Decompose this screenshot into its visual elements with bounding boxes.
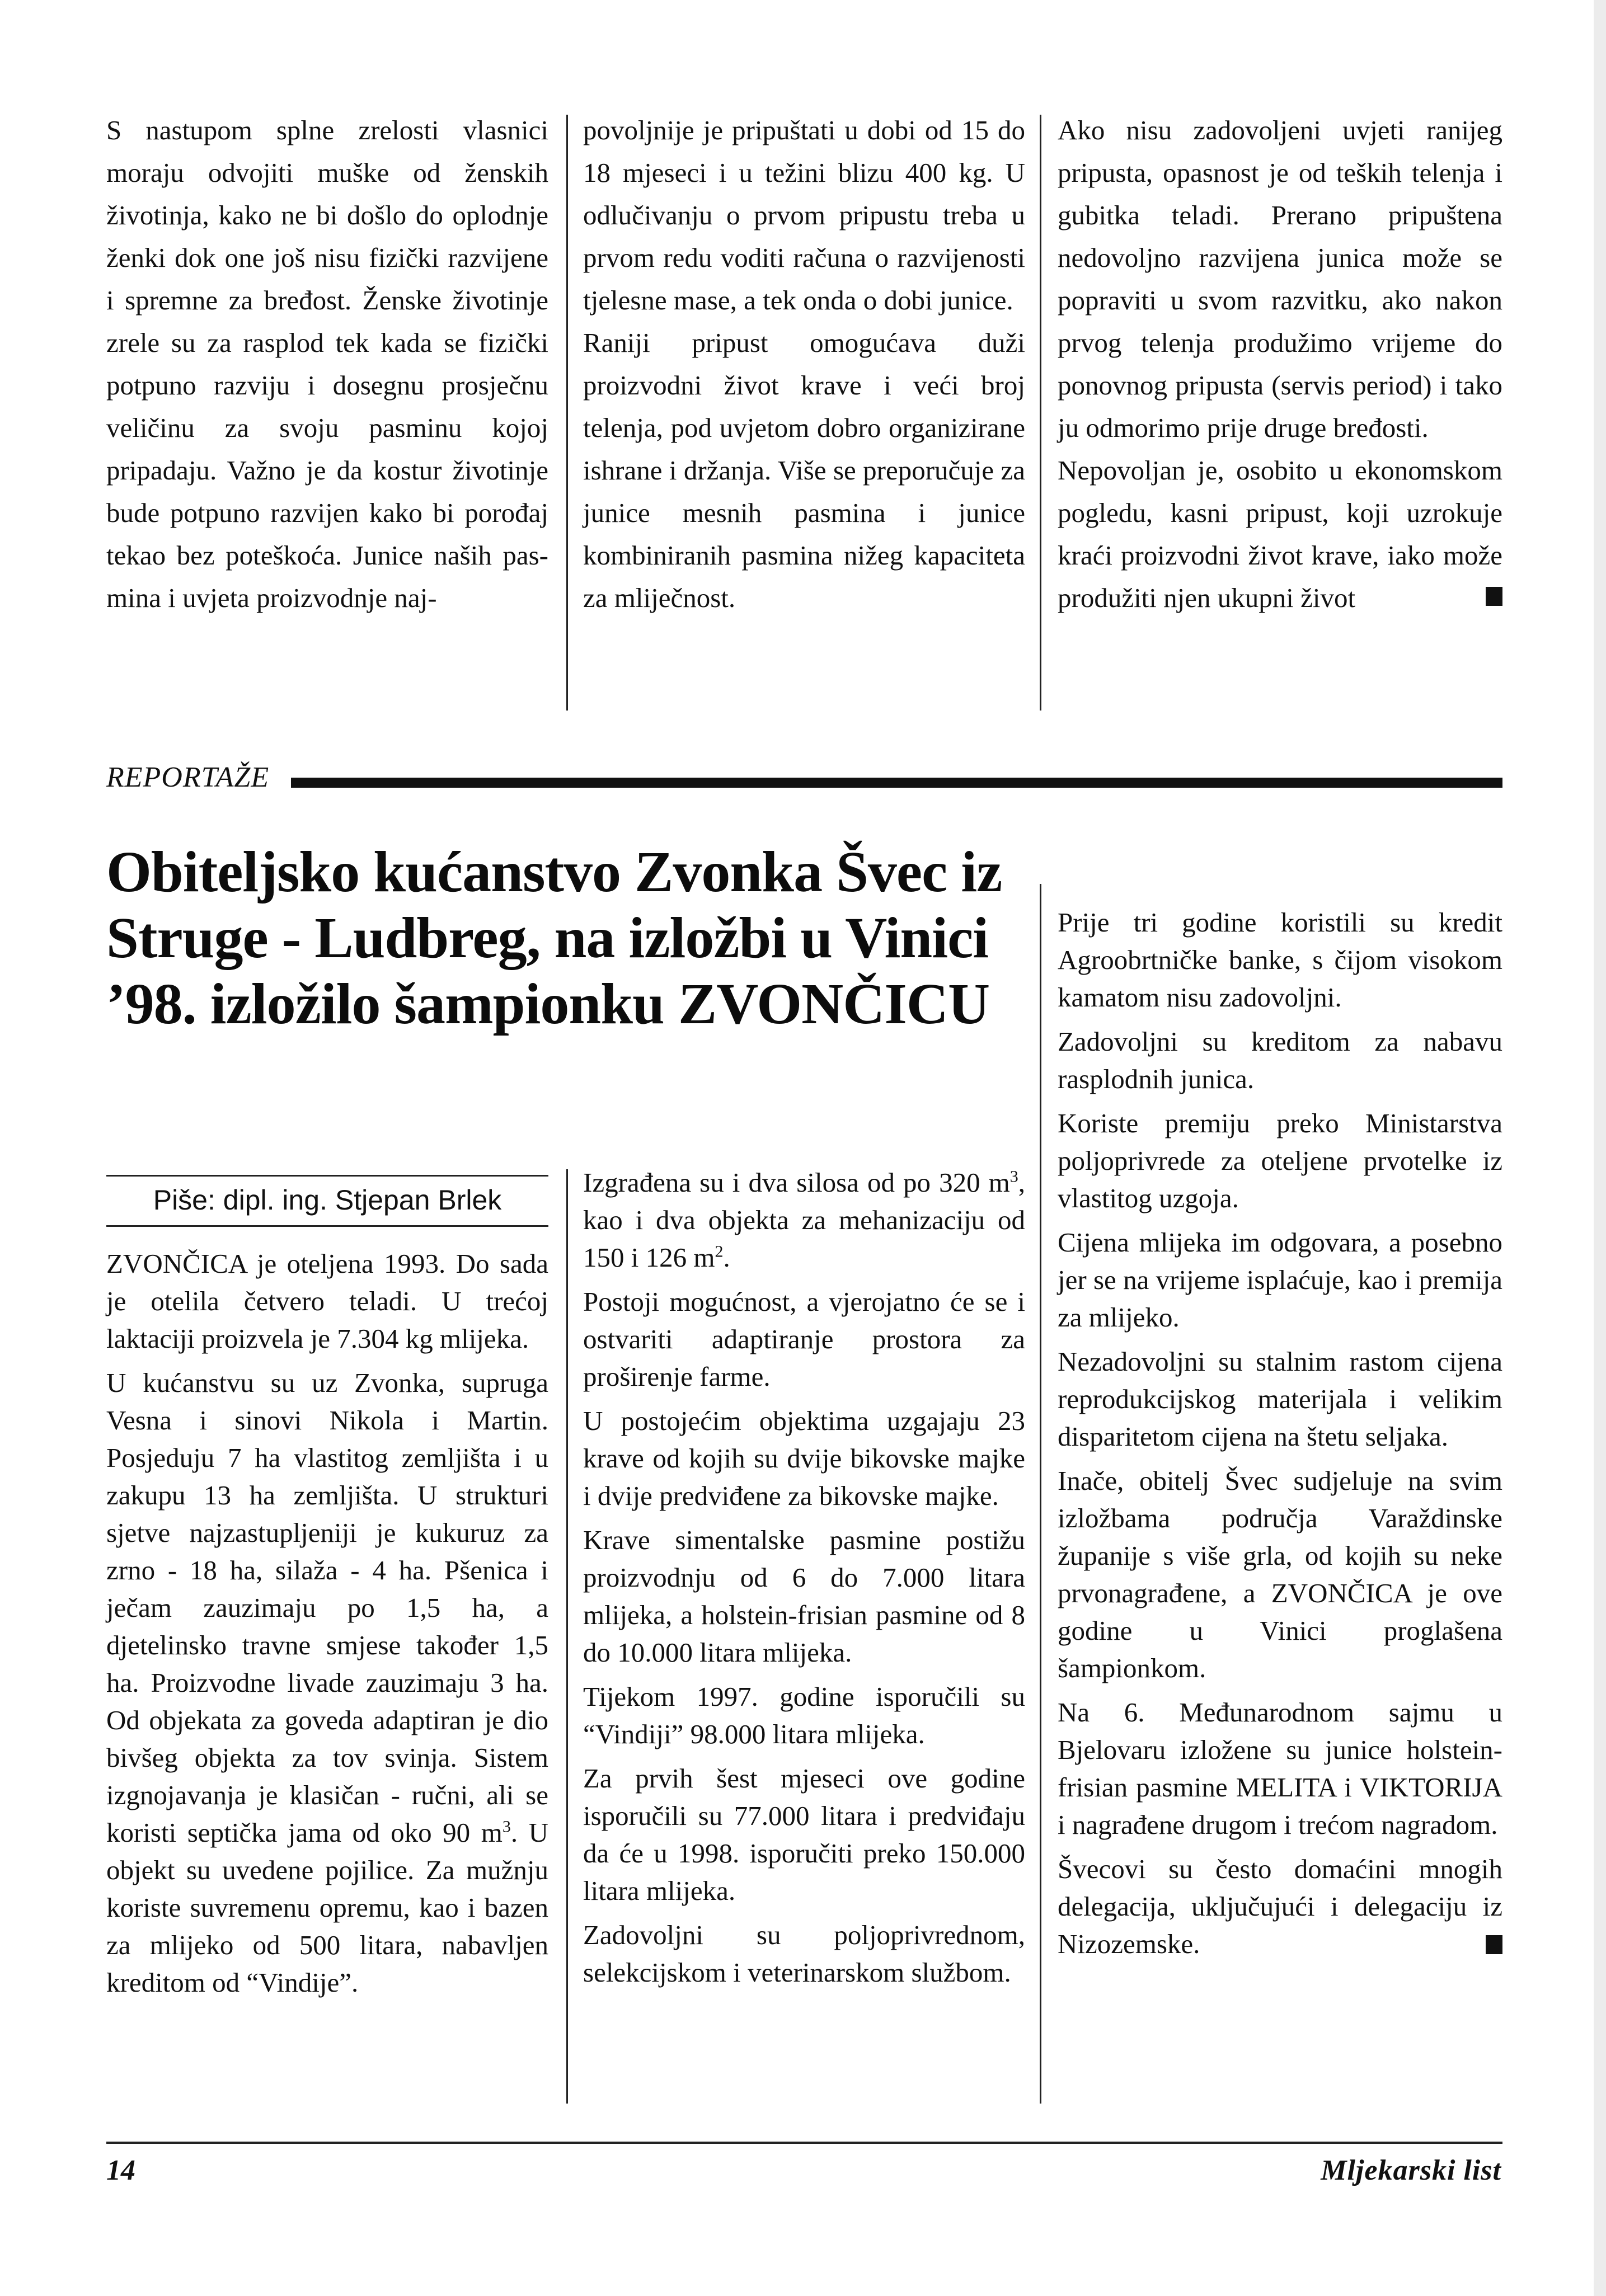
article-text: .	[723, 1242, 730, 1273]
article-paragraph: Na 6. Međunarodnom sajmu u Bjelovaru izložene su junice holstein-frisian pasmine MELITA i VIKTORIJA i nagrađene drugom i trećom nagradom.	[1058, 1697, 1502, 1840]
article-paragraph: Zadovoljni su poljoprivrednom, selekcijskom i veterinarskom službom.	[583, 1919, 1025, 1988]
article-paragraph: ZVONČICA je oteljena 1993. Do sada je otelila četvero teladi. U trećoj laktaciji proizvela je 7.304 kg mlijeka.	[106, 1248, 548, 1354]
article-text: , kao i dva objekta za mehanizaciju od 150 i 126 m	[583, 1167, 1025, 1273]
article-paragraph: Cijena mlijeka im odgovara, a posebno jer se na vrijeme isplaćuje, kao i premija za mlijeko.	[1058, 1227, 1502, 1333]
article-paragraph	[1058, 1850, 1502, 1963]
article-paragraph: Inače, obitelj Švec sudjeluje na svim izložbama područja Varaždinske županije s više grla, od kojih su neke prvonagrađene, a ZVONČICA je ove godine u Vinici proglašena šampionkom.	[1058, 1465, 1502, 1683]
article-paragraph: Postoji mogućnost, a vjerojatno će se i ostvariti adaptiranje prostora za proširenje farme.	[583, 1286, 1025, 1392]
article-paragraph: Koriste premiju preko Ministarstva poljoprivrede za oteljene prvotelke iz vlastitog uzgoja.	[1058, 1108, 1502, 1213]
column-divider	[1040, 115, 1041, 711]
footer-rule	[106, 2142, 1502, 2144]
article-paragraph: Nezadovoljni su stalnim rastom cijena reprodukcijskog materijala i velikim disparitetom cijena na štetu seljaka.	[1058, 1346, 1502, 1452]
page-number: 14	[106, 2154, 135, 2186]
article-headline: Obiteljsko kućanstvo Zvonka Švec iz Struge - Ludbreg, na izložbi u Vinici ’98. izložilo šampionku ZVONČICU	[106, 840, 1002, 1036]
top-article-column-2	[583, 109, 1025, 619]
column-divider	[566, 115, 568, 711]
end-of-article-mark	[1486, 1935, 1502, 1954]
section-rule	[291, 778, 1502, 788]
section-label: REPORTAŽE	[106, 761, 270, 793]
article-paragraph: Tijekom 1997. godine isporučili su “Vindiji” 98.000 litara mlijeka.	[583, 1681, 1025, 1749]
article-closing-text: Švecovi su često domaćini mnogih delegacija, uključujući i delegaciju iz Nizozemske.	[1058, 1853, 1502, 1959]
top-article-col3-paragraph	[1058, 449, 1502, 619]
top-article-col2-paragraph: Raniji pripust omogućava duži proizvodni život krave i veći broj telenja, pod uvjetom dobro organizirane ishrane i držanja. Više se preporučuje za junice mesnih pasmina i junice kombiniranih pasmina nižeg kapaciteta za mliječnost.	[583, 327, 1025, 613]
superscript: 2	[715, 1242, 724, 1261]
top-article-col3-closing-text: Nepovoljan je, osobito u ekonomskom pogledu, kasni pripust, koji uzrokuje kraći proizvodni život krave, iako može produžiti njen ukupni život	[1058, 455, 1502, 613]
superscript: 3	[502, 1817, 511, 1836]
article-text: U kućanstvu su uz Zvonka, supruga Vesna i sinovi Nikola i Martin. Posjeduju 7 ha vlastitog zemljišta i u zakupu 13 ha zemljišta. U strukturi sjetve najzastupljeniji je kukuruz za zrno - 18 ha, silaža - 4 ha. Pšenica i ječam zauzimaju po 1,5 ha, a djetelinsko travne smjese također 1,5 ha. Proizvodne livade zauzimaju 3 ha. Od objekata za goveda adaptiran je dio bivšeg objekta za tov svinja. Sistem izgnojavanja je klasičan - ručni, ali se koristi septička jama od oko 90 m	[106, 1367, 548, 1848]
article-paragraph: Zadovoljni su kreditom za nabavu rasplodnih junica.	[1058, 1026, 1502, 1094]
journal-title: Mljekarski list	[1321, 2154, 1501, 2186]
top-article-column-1	[106, 109, 548, 619]
column-divider	[1040, 884, 1041, 2104]
top-article-col1-text: S nastupom splne zrelosti vlasnici moraju odvojiti muške od ženskih životinja, kako ne bi došlo do oplodnje ženki dok one još nisu fizički razvijene i spremne za bređost. Ženske životinje zrele su za rasplod tek kada se fizički potpuno razviju i dosegnu prosječnu veličinu za svoju pasminu kojoj pripadaju. Važno je da kostur životinje bude potpuno razvijen kako bi porođaj tekao bez poteškoća. Junice naših pasmina i uvjeta proizvodnje naj-	[106, 115, 548, 613]
article-paragraph: Prije tri godine koristili su kredit Agroobrtničke banke, s čijom visokom kamatom nisu zadovoljni.	[1058, 907, 1502, 1013]
article-column-2	[583, 1164, 1025, 1998]
end-of-article-mark	[1486, 587, 1502, 606]
article-text: . U objekt su uvedene pojilice. Za mužnju koriste suvremenu opremu, kao i bazen za mlijeko od 500 litara, nabavljen kreditom od “Vindije”.	[106, 1817, 549, 1998]
article-column-3	[1058, 904, 1502, 1969]
byline-rule-bottom	[106, 1225, 548, 1227]
top-article-col3-paragraph: Ako nisu zadovoljeni uvjeti ranijeg pripusta, opasnost je od teških telenja i gubitka teladi. Prerano pripuštena nedovoljno razvijena junica može se popraviti u svom razvitku, ako nakon prvog telenja produžimo vrijeme do ponovnog pripusta (servis period) i tako ju odmorimo prije druge bređosti.	[1058, 115, 1502, 443]
article-paragraph	[106, 1364, 548, 2001]
byline: Piše: dipl. ing. Stjepan Brlek	[153, 1184, 502, 1216]
superscript: 3	[1009, 1167, 1018, 1186]
column-divider	[566, 1169, 568, 2104]
top-article-column-3	[1058, 109, 1502, 619]
article-column-1	[106, 1245, 548, 2008]
article-paragraph	[583, 1164, 1025, 1276]
article-paragraph: Krave simentalske pasmine postižu proizvodnju od 6 do 7.000 litara mlijeka, a holstein-frisian pasmine od 8 do 10.000 litara mlijeka.	[583, 1525, 1025, 1668]
byline-rule-top	[106, 1175, 548, 1177]
article-text: Izgrađena su i dva silosa od po 320 m	[583, 1167, 1010, 1198]
article-paragraph: Za prvih šest mjeseci ove godine isporučili su 77.000 litara i predviđaju da će u 1998. isporučiti preko 150.000 litara mlijeka.	[583, 1763, 1025, 1906]
top-article-col2-paragraph: povoljnije je pripuštati u dobi od 15 do 18 mjeseci i u težini blizu 400 kg. U odlučivanju o prvom pripustu treba u prvom redu voditi računa o razvijenosti tjelesne mase, a tek onda o dobi junice.	[583, 115, 1025, 316]
article-paragraph: U postojećim objektima uzgajaju 23 krave od kojih su dvije bikovske majke i dvije predviđene za bikovske majke.	[583, 1405, 1025, 1511]
